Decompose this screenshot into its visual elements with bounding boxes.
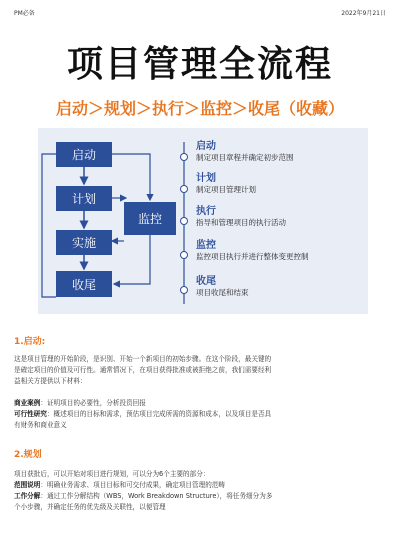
step-name: 执行	[196, 206, 216, 217]
item-text: ：明确业务需求、项目目标和可交付成果，确定项目管理的范畴	[40, 481, 225, 489]
item-label: 工作分解	[14, 492, 41, 500]
section2-body	[14, 469, 386, 513]
page-title: 项目管理全流程	[66, 44, 333, 85]
box-close-label: 收尾	[71, 278, 97, 292]
intro-line: 这是项目管理的开始阶段，是识别、开始一个新项目的初始步骤。在这个阶段，最关键的	[14, 355, 272, 363]
arrow-monitor-close	[114, 235, 150, 284]
box-plan-label: 计划	[71, 192, 97, 206]
step-desc: 监控项目执行并进行整体变更控制	[196, 252, 309, 261]
step-name: 监控	[196, 240, 216, 251]
list-item	[14, 480, 386, 491]
top-bar	[0, 0, 400, 22]
step-desc: 制定项目章程并确定初步范围	[196, 153, 294, 162]
page-subtitle: 启动＞规划＞执行＞监控＞收尾（收藏）	[55, 99, 344, 118]
intro-line: 是確定项目的价值及可行性。通常情况下，在项目获得批准或被拒绝之前，我们需要经利	[14, 366, 272, 374]
step-desc: 指导和管理项目的执行活动	[196, 218, 286, 227]
step-exec	[196, 206, 286, 228]
intro-line: 益相关方提供以下材料：	[14, 377, 87, 385]
intro-line: 项目获批后，可以开始对项目进行规划，可以分为6个主要的部分：	[14, 470, 210, 478]
item-text: ：通过工作分解结构（WBS，Work Breakdown Structure），将任务细分为多	[40, 492, 273, 500]
step-name: 计划	[196, 173, 216, 184]
item-text: ：证明项目的必要性，分析投资回报	[40, 399, 146, 407]
item-label: 可行性研究	[14, 410, 47, 418]
step-marker	[181, 218, 188, 225]
item-label: 商业案例	[14, 399, 41, 407]
list-item-continued: 个小步骤，并确定任务的优先级及关联性，以便管理	[14, 503, 166, 511]
brand-label: PM必备	[14, 10, 35, 17]
step-marker	[181, 252, 188, 259]
box-monitor-label: 监控	[137, 212, 163, 226]
step-marker	[181, 186, 188, 193]
side-loop	[42, 154, 56, 297]
section1-intro	[14, 354, 386, 387]
step-desc: 项目收尾和结束	[196, 288, 249, 297]
arrow-start-monitor	[112, 154, 150, 200]
section1-items	[14, 398, 386, 431]
date-label: 2022年9月21日	[341, 10, 386, 17]
section2-heading: 2.规划	[14, 450, 42, 460]
list-item	[14, 491, 386, 502]
list-item-continued: 有财务和商业意义	[14, 421, 67, 429]
step-plan	[196, 173, 256, 195]
section1-heading: 1.启动:	[14, 337, 46, 347]
item-label: 范围说明	[14, 481, 41, 489]
step-close	[196, 276, 249, 298]
step-name: 启动	[196, 141, 216, 152]
step-marker	[181, 287, 188, 294]
item-text: ：概述项目的目标和需求，预估项目完成所需的资源和成本，以及项目是否具	[46, 410, 272, 418]
list-item	[14, 409, 386, 420]
box-start-label: 启动	[71, 148, 97, 162]
box-exec-label: 实施	[71, 236, 97, 250]
step-name: 收尾	[196, 276, 216, 287]
step-desc: 制定项目管理计划	[196, 185, 256, 194]
step-start	[196, 141, 294, 163]
step-marker	[181, 154, 188, 161]
step-monitor	[196, 240, 309, 262]
list-item	[14, 398, 386, 409]
